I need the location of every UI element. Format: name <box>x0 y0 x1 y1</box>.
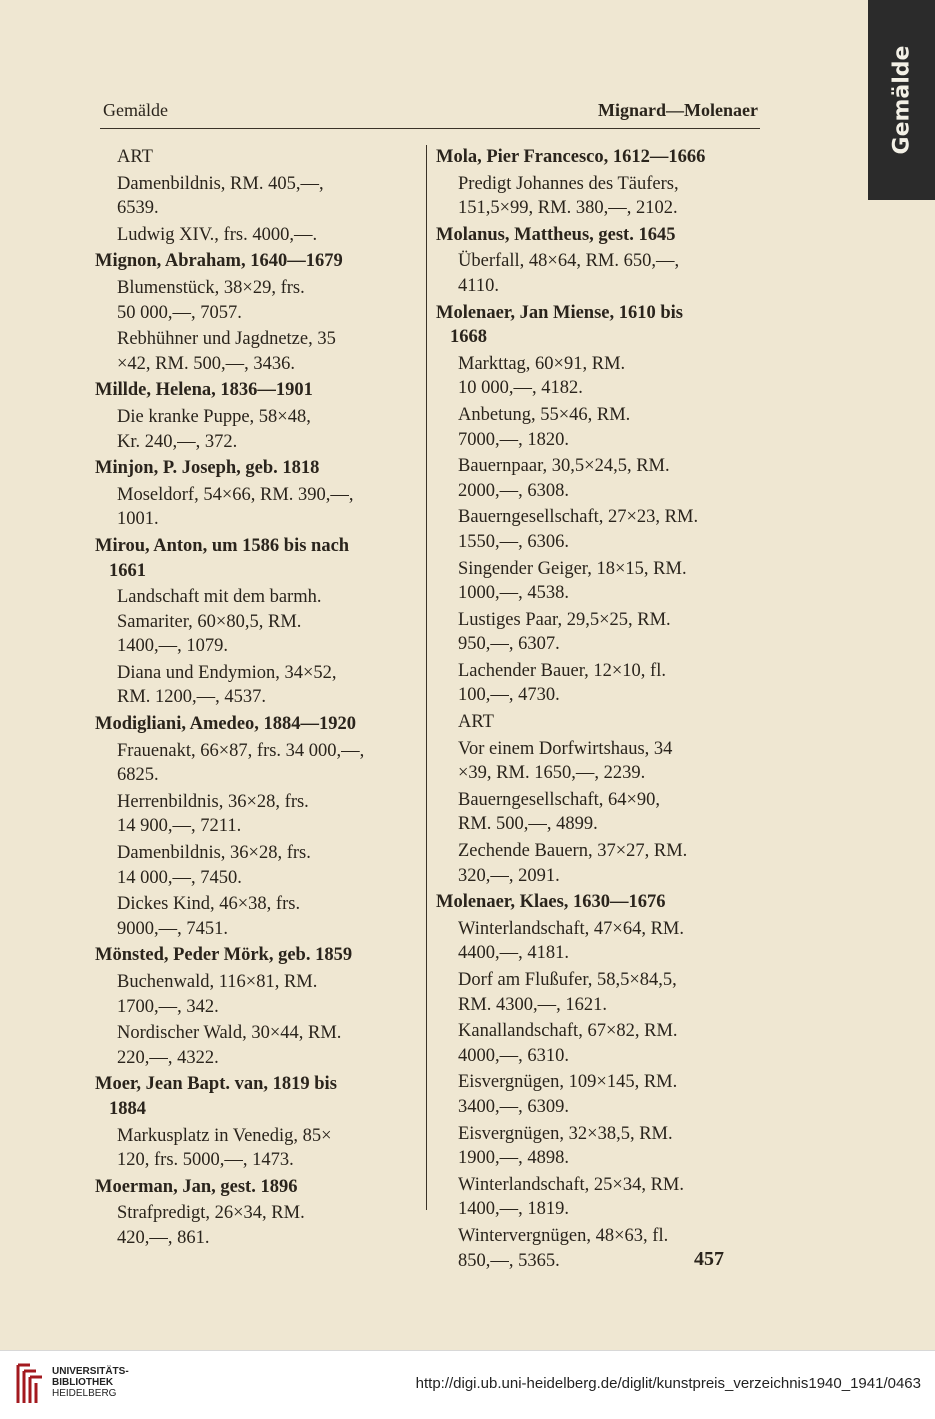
artist-heading <box>95 1072 395 1121</box>
entry-line: 120, frs. 5000,—, 1473. <box>117 1150 294 1171</box>
entry-line: 1668 <box>450 327 487 348</box>
university-library-logo-icon[interactable] <box>14 1361 48 1407</box>
entry-line: 7000,—, 1820. <box>458 429 569 450</box>
artwork-entry <box>95 1021 395 1070</box>
entry-line: Buchenwald, 116×81, RM. <box>117 972 318 992</box>
entry-line: 320,—, 2091. <box>458 865 560 886</box>
artwork-entry <box>436 788 758 837</box>
artwork-entry <box>95 145 395 170</box>
column-divider <box>426 145 427 1210</box>
artwork-entry <box>436 1173 758 1222</box>
entry-line: ART <box>458 712 494 733</box>
entry-line: Moerman, Jan, gest. 1896 <box>95 1176 298 1197</box>
entry-line: Dorf am Flußufer, 58,5×84,5, <box>458 970 677 990</box>
entry-line: ×42, RM. 500,—, 3436. <box>117 353 295 374</box>
entry-line: Bauernpaar, 30,5×24,5, RM. <box>458 456 670 477</box>
thumb-index-tab <box>868 0 935 200</box>
entry-line: Markusplatz in Venedig, 85× <box>117 1125 332 1146</box>
entry-line: Damenbildnis, 36×28, frs. <box>117 843 311 864</box>
entry-line: Mignon, Abraham, 1640—1679 <box>95 251 343 272</box>
artwork-entry <box>436 352 758 401</box>
artwork-entry <box>436 608 758 657</box>
running-head-left: Gemälde <box>103 100 168 120</box>
entry-line: Dickes Kind, 46×38, frs. <box>117 894 301 915</box>
entry-line: Strafpredigt, 26×34, RM. <box>117 1203 305 1224</box>
artwork-entry <box>436 1122 758 1171</box>
artist-heading <box>95 249 395 274</box>
entry-line: 50 000,—, 7057. <box>117 302 242 323</box>
artwork-entry <box>436 710 758 735</box>
artwork-entry <box>436 659 758 708</box>
entry-line: Anbetung, 55×46, RM. <box>458 404 631 425</box>
artwork-entry <box>436 454 758 503</box>
source-url[interactable]: http://digi.ub.uni-heidelberg.de/diglit/kunstpreis_verzeichnis1940_1941/0463 <box>415 1375 921 1392</box>
entry-line: Moer, Jean Bapt. van, 1819 bis <box>95 1074 337 1095</box>
entry-line: 14 900,—, 7211. <box>117 816 242 837</box>
artist-heading <box>436 145 758 170</box>
artwork-entry <box>95 223 395 248</box>
entry-line: Minjon, P. Joseph, geb. 1818 <box>95 458 320 479</box>
entry-line: 151,5×99, RM. 380,—, 2102. <box>458 198 678 219</box>
artwork-entry <box>95 790 395 839</box>
entry-line: Zechende Bauern, 37×27, RM. <box>458 841 688 862</box>
entry-line: Winterlandschaft, 25×34, RM. <box>458 1174 684 1195</box>
left-column <box>95 145 395 1253</box>
entry-line: 1400,—, 1819. <box>458 1199 569 1220</box>
artist-heading <box>436 223 758 248</box>
entry-line: Singender Geiger, 18×15, RM. <box>458 558 687 579</box>
entry-line: 6539. <box>117 198 159 219</box>
artwork-entry <box>95 276 395 325</box>
entry-line: Mirou, Anton, um 1586 bis nach <box>95 535 350 556</box>
running-head-right: Mignard—Molenaer <box>598 100 758 120</box>
entry-line: 1001. <box>117 509 159 530</box>
entry-line: Rebhühner und Jagdnetze, 35 <box>117 329 336 350</box>
entry-line: 4110. <box>458 275 499 296</box>
entry-line: Millde, Helena, 1836—1901 <box>95 380 313 401</box>
artwork-entry <box>95 172 395 221</box>
entry-line: Die kranke Puppe, 58×48, <box>117 406 311 427</box>
entry-line: Bauerngesellschaft, 64×90, <box>458 789 661 810</box>
viewer-footer <box>0 1350 935 1419</box>
entry-line: Bauerngesellschaft, 27×23, RM. <box>458 507 699 528</box>
entry-line: Molenaer, Klaes, 1630—1676 <box>436 892 666 913</box>
artwork-entry <box>95 585 395 659</box>
artwork-entry <box>95 405 395 454</box>
entry-line: Markttag, 60×91, RM. <box>458 353 626 374</box>
entry-line: 10 000,—, 4182. <box>458 378 583 399</box>
entry-line: Vor einem Dorfwirtshaus, 34 <box>458 738 673 759</box>
entry-line: 1700,—, 342. <box>117 996 219 1017</box>
artwork-entry <box>95 1201 395 1250</box>
entry-line: Überfall, 48×64, RM. 650,—, <box>458 251 680 272</box>
artwork-entry <box>95 327 395 376</box>
entry-line: Ludwig XIV., frs. 4000,—. <box>117 224 318 245</box>
artwork-entry <box>436 737 758 786</box>
entry-line: 1550,—, 6306. <box>458 531 569 552</box>
entry-line: Herrenbildnis, 36×28, frs. <box>117 791 309 812</box>
entry-line: Kanallandschaft, 67×82, RM. <box>458 1021 678 1042</box>
entry-line: Landschaft mit dem barmh. <box>117 587 322 608</box>
entry-line: Frauenakt, 66×87, frs. 34 000,—, <box>117 740 365 761</box>
entry-line: Winterlandschaft, 47×64, RM. <box>458 918 684 939</box>
header-rule <box>100 128 760 129</box>
artwork-entry <box>436 505 758 554</box>
entry-line: 1900,—, 4898. <box>458 1148 569 1169</box>
entry-line: Moseldorf, 54×66, RM. 390,—, <box>117 484 354 505</box>
artwork-entry <box>95 970 395 1019</box>
entry-line: RM. 500,—, 4899. <box>458 814 598 835</box>
entry-line: 14 000,—, 7450. <box>117 867 242 888</box>
artist-heading <box>436 890 758 915</box>
entry-line: Kr. 240,—, 372. <box>117 431 238 452</box>
artist-heading <box>95 456 395 481</box>
entry-line: RM. 1200,—, 4537. <box>117 687 267 708</box>
artwork-entry <box>436 403 758 452</box>
entry-line: Eisvergnügen, 109×145, RM. <box>458 1072 678 1093</box>
entry-line: 1400,—, 1079. <box>117 636 228 657</box>
entry-line: Molenaer, Jan Miense, 1610 bis <box>436 302 684 323</box>
thumb-tab-label: Gemälde <box>889 45 914 155</box>
entry-line: 2000,—, 6308. <box>458 480 569 501</box>
artwork-entry <box>95 483 395 532</box>
artwork-entry <box>436 917 758 966</box>
entry-line: Damenbildnis, RM. 405,—, <box>117 173 324 194</box>
entry-line: 3400,—, 6309. <box>458 1096 569 1117</box>
artwork-entry <box>436 172 758 221</box>
artist-heading <box>436 301 758 350</box>
entry-line: 850,—, 5365. <box>458 1250 560 1271</box>
entry-line: Nordischer Wald, 30×44, RM. <box>117 1023 342 1044</box>
entry-line: 420,—, 861. <box>117 1227 210 1248</box>
library-name: UNIVERSITÄTS- BIBLIOTHEK HEIDELBERG <box>52 1366 129 1399</box>
artwork-entry <box>95 739 395 788</box>
right-column <box>436 145 758 1275</box>
artist-heading <box>95 943 395 968</box>
entry-line: Lachender Bauer, 12×10, fl. <box>458 660 666 681</box>
artwork-entry <box>436 249 758 298</box>
entry-line: Wintervergnügen, 48×63, fl. <box>458 1225 669 1246</box>
artist-heading <box>95 534 395 583</box>
entry-line: ×39, RM. 1650,—, 2239. <box>458 763 646 784</box>
artwork-entry <box>436 1070 758 1119</box>
artwork-entry <box>95 1124 395 1173</box>
entry-line: Lustiges Paar, 29,5×25, RM. <box>458 609 671 630</box>
entry-line: Mola, Pier Francesco, 1612—1666 <box>436 147 706 167</box>
entry-line: Modigliani, Amedeo, 1884—1920 <box>95 714 357 735</box>
entry-line: ART <box>117 147 153 167</box>
entry-line: 950,—, 6307. <box>458 634 560 655</box>
entry-line: 9000,—, 7451. <box>117 918 228 939</box>
artist-heading <box>95 1175 395 1200</box>
entry-line: RM. 4300,—, 1621. <box>458 994 608 1015</box>
entry-line: 100,—, 4730. <box>458 685 560 706</box>
entry-line: 220,—, 4322. <box>117 1047 219 1068</box>
entry-line: Mönsted, Peder Mörk, geb. 1859 <box>95 945 353 966</box>
entry-line: 6825. <box>117 765 159 786</box>
artwork-entry <box>95 661 395 710</box>
entry-line: 1000,—, 4538. <box>458 583 569 604</box>
artist-heading <box>95 378 395 403</box>
artwork-entry <box>95 841 395 890</box>
artwork-entry <box>436 968 758 1017</box>
entry-line: Diana und Endymion, 34×52, <box>117 662 337 683</box>
entry-line: Samariter, 60×80,5, RM. <box>117 611 302 632</box>
artwork-entry <box>95 892 395 941</box>
entry-line: 1661 <box>109 560 146 581</box>
artist-heading <box>95 712 395 737</box>
artwork-entry <box>436 839 758 888</box>
entry-line: Molanus, Mattheus, gest. 1645 <box>436 224 676 245</box>
artwork-entry <box>436 1019 758 1068</box>
entry-line: Eisvergnügen, 32×38,5, RM. <box>458 1123 673 1144</box>
entry-line: Predigt Johannes des Täufers, <box>458 173 679 194</box>
artwork-entry <box>436 557 758 606</box>
entry-line: Blumenstück, 38×29, frs. <box>117 277 305 298</box>
entry-line: 1884 <box>109 1098 146 1119</box>
entry-line: 4000,—, 6310. <box>458 1045 569 1066</box>
page-number: 457 <box>694 1248 724 1270</box>
entry-line: 4400,—, 4181. <box>458 943 569 964</box>
